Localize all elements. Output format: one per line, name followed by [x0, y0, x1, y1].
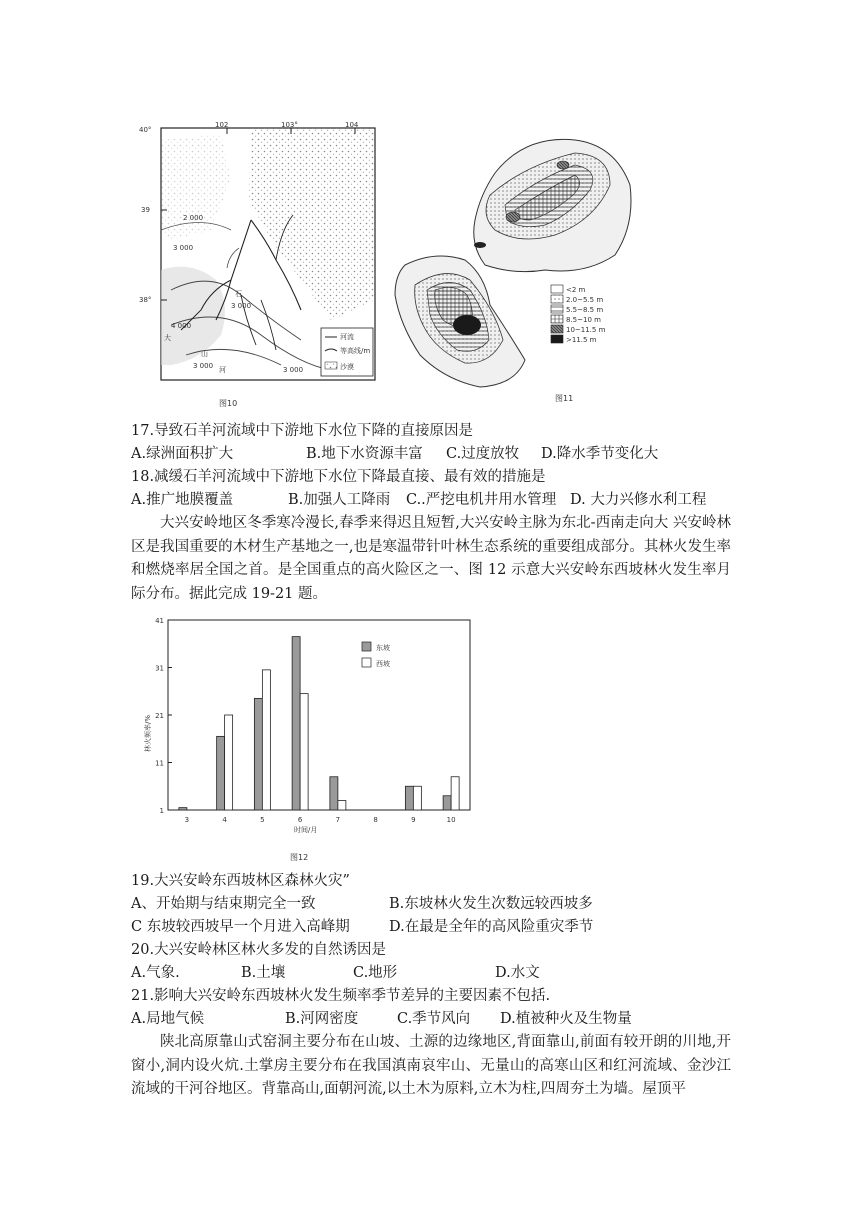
- q17-option-d[interactable]: D.降水季节变化大: [541, 446, 659, 462]
- bar-east-3: [179, 808, 187, 810]
- y-tick-label: 21: [155, 712, 164, 720]
- q18-option-a[interactable]: A.推广地膜覆盖: [131, 492, 234, 508]
- passage-daxinganling: 大兴安岭地区冬季寒冷漫长,春季来得迟且短暂,大兴安岭主脉为东北-西南走向大 兴安岭林区是我国重要的木材生产基地之一,也是寒温带针叶林生态系统的重要组成部分。其林火发生率和燃烧率居全国之首。是全国重点的高火险区之一、图 12 示意大兴安岭东西坡林火发生率月际分布。据此完成 19-21 题。: [131, 515, 731, 602]
- legend-label: 5.5~8.5 m: [566, 306, 604, 314]
- figure-10-caption: 图10: [219, 399, 238, 408]
- x-tick-label: 3: [184, 816, 190, 824]
- y-axis-label: 林火频率/%: [144, 714, 152, 752]
- contour-label: 4 000: [171, 322, 192, 330]
- bar-west-7: [338, 801, 346, 811]
- question-18-options: [131, 489, 706, 512]
- q17-option-c[interactable]: C.过度放牧: [446, 446, 520, 462]
- question-21-stem: 21.影响大兴安岭东西坡林火发生频率季节差异的主要因素不包括.: [131, 988, 551, 1004]
- contour-label: 3 000: [231, 302, 252, 310]
- legend-label-west: 西坡: [376, 660, 390, 668]
- contour-label: 2 000: [183, 214, 204, 222]
- q21-option-d[interactable]: D.植被种火及生物量: [500, 1011, 632, 1027]
- place-char: 石: [235, 290, 242, 298]
- question-21-options: [131, 1008, 632, 1031]
- lon-label-103: 103°: [281, 121, 298, 129]
- x-axis-label: 时间/月: [294, 826, 318, 834]
- x-tick-label: 9: [411, 816, 416, 824]
- legend-label-east: 东坡: [376, 644, 390, 652]
- lat-label-40: 40°: [139, 126, 152, 134]
- q18-option-b[interactable]: B.加强人工降雨: [288, 492, 391, 508]
- figure-12-caption: 图12: [290, 853, 309, 862]
- lat-label-39: 39: [141, 206, 150, 214]
- bar-east-5: [254, 698, 262, 810]
- bar-west-9: [413, 786, 421, 810]
- legend-label: 2.0~5.5 m: [566, 296, 604, 304]
- contour-label: 3 000: [283, 366, 304, 374]
- y-tick-label: 1: [159, 807, 164, 815]
- x-tick-label: 10: [446, 816, 456, 824]
- q17-option-a[interactable]: A.绿洲面积扩大: [131, 446, 234, 462]
- legend-label: 8.5~10 m: [566, 316, 601, 324]
- bar-east-9: [405, 786, 413, 810]
- q21-option-c[interactable]: C.季节风向: [397, 1011, 471, 1027]
- q19-option-a[interactable]: A、开始期与结束期完全一致: [131, 896, 316, 912]
- place-char: 大: [164, 334, 171, 342]
- y-tick-label: 31: [155, 664, 164, 673]
- contour-label: 3 000: [173, 244, 194, 252]
- question-18-stem: 18.减缓石羊河流域中下游地下水位下降最直接、最有效的措施是: [131, 469, 546, 485]
- question-19-options-row2: [131, 916, 593, 939]
- q21-option-a[interactable]: A.局地气候: [131, 1011, 205, 1027]
- bar-west-6: [300, 694, 308, 810]
- plot-frame: [168, 620, 470, 810]
- contour-label: 3 000: [193, 362, 214, 370]
- bar-east-10: [443, 796, 451, 810]
- q19-option-b[interactable]: B.东坡林火发生次数远较西坡多: [389, 896, 593, 912]
- x-tick-label: 5: [260, 816, 265, 824]
- bar-west-10: [451, 777, 459, 810]
- legend-label-desert: 沙漠: [340, 363, 354, 371]
- question-19-stem: 19.大兴安岭东西坡林区森林火灾”: [131, 873, 350, 889]
- legend-swatch-east: [362, 642, 371, 651]
- question-17-options: [131, 443, 658, 466]
- y-tick-label: 11: [155, 759, 164, 768]
- q20-option-c[interactable]: C.地形: [353, 965, 398, 981]
- question-20-options: [131, 962, 540, 985]
- bar-east-6: [292, 637, 300, 810]
- bar-west-5: [262, 670, 270, 810]
- q17-option-b[interactable]: B.地下水资源丰富: [306, 446, 423, 462]
- x-tick-label: 4: [222, 816, 227, 824]
- question-17-stem: 17.导致石羊河流域中下游地下水位下降的直接原因是: [131, 423, 474, 439]
- question-20-stem: 20.大兴安岭林区林火多发的自然诱因是: [131, 942, 387, 958]
- lon-label-104: 104: [345, 121, 359, 129]
- x-tick-label: 8: [373, 816, 378, 824]
- place-char: 山: [201, 350, 208, 358]
- map-legend: [321, 328, 373, 376]
- bar-west-4: [225, 715, 233, 810]
- legend-label: <2 m: [566, 286, 586, 294]
- q18-option-d[interactable]: D. 大力兴修水利工程: [570, 492, 707, 508]
- legend-swatch-west: [362, 658, 371, 667]
- bar-east-7: [330, 777, 338, 810]
- q20-option-d[interactable]: D.水文: [495, 965, 540, 981]
- question-19-options-row1: [131, 893, 593, 916]
- x-tick-label: 7: [335, 816, 341, 824]
- lat-label-38: 38°: [139, 296, 152, 304]
- lon-label-102: 102: [215, 121, 229, 129]
- figure-10-map: [131, 120, 379, 410]
- figure-11-caption: 图11: [555, 394, 574, 403]
- q19-option-d[interactable]: D.在最是全年的高风险重灾季节: [389, 919, 594, 935]
- bar-east-4: [217, 736, 225, 810]
- figure-11-map: [385, 125, 660, 410]
- legend-label-contour: 等高线/m: [340, 347, 371, 355]
- q18-option-c[interactable]: C..严挖电机井用水管理: [406, 492, 557, 508]
- legend-label-river: 河流: [340, 333, 354, 341]
- figure-11-legend: [551, 285, 606, 344]
- legend-label: >11.5 m: [566, 336, 597, 344]
- figure-12-chart: [140, 612, 500, 867]
- legend-label: 10~11.5 m: [566, 326, 606, 334]
- q20-option-a[interactable]: A.气象.: [131, 965, 180, 981]
- place-char: 河: [219, 366, 226, 374]
- q21-option-b[interactable]: B.河网密度: [285, 1011, 359, 1027]
- q19-option-c[interactable]: C 东坡较西坡早一个月进入高峰期: [131, 919, 350, 935]
- q20-option-b[interactable]: B.土壤: [241, 965, 286, 981]
- y-tick-label: 41: [155, 617, 164, 625]
- passage-cave-dwellings: 陕北高原靠山式窑洞主要分布在山坡、土源的边缘地区,背面靠山,前面有较开朗的川地,开窗小,洞内设火炕.土掌房主要分布在我国滇南哀牢山、无量山的高寒山区和红河流域、金沙江流域的干河谷地区。背靠高山,面朝河流,以土木为原料,立木为柱,四周夯土为墙。屋顶平: [131, 1034, 731, 1097]
- x-tick-label: 6: [297, 816, 303, 824]
